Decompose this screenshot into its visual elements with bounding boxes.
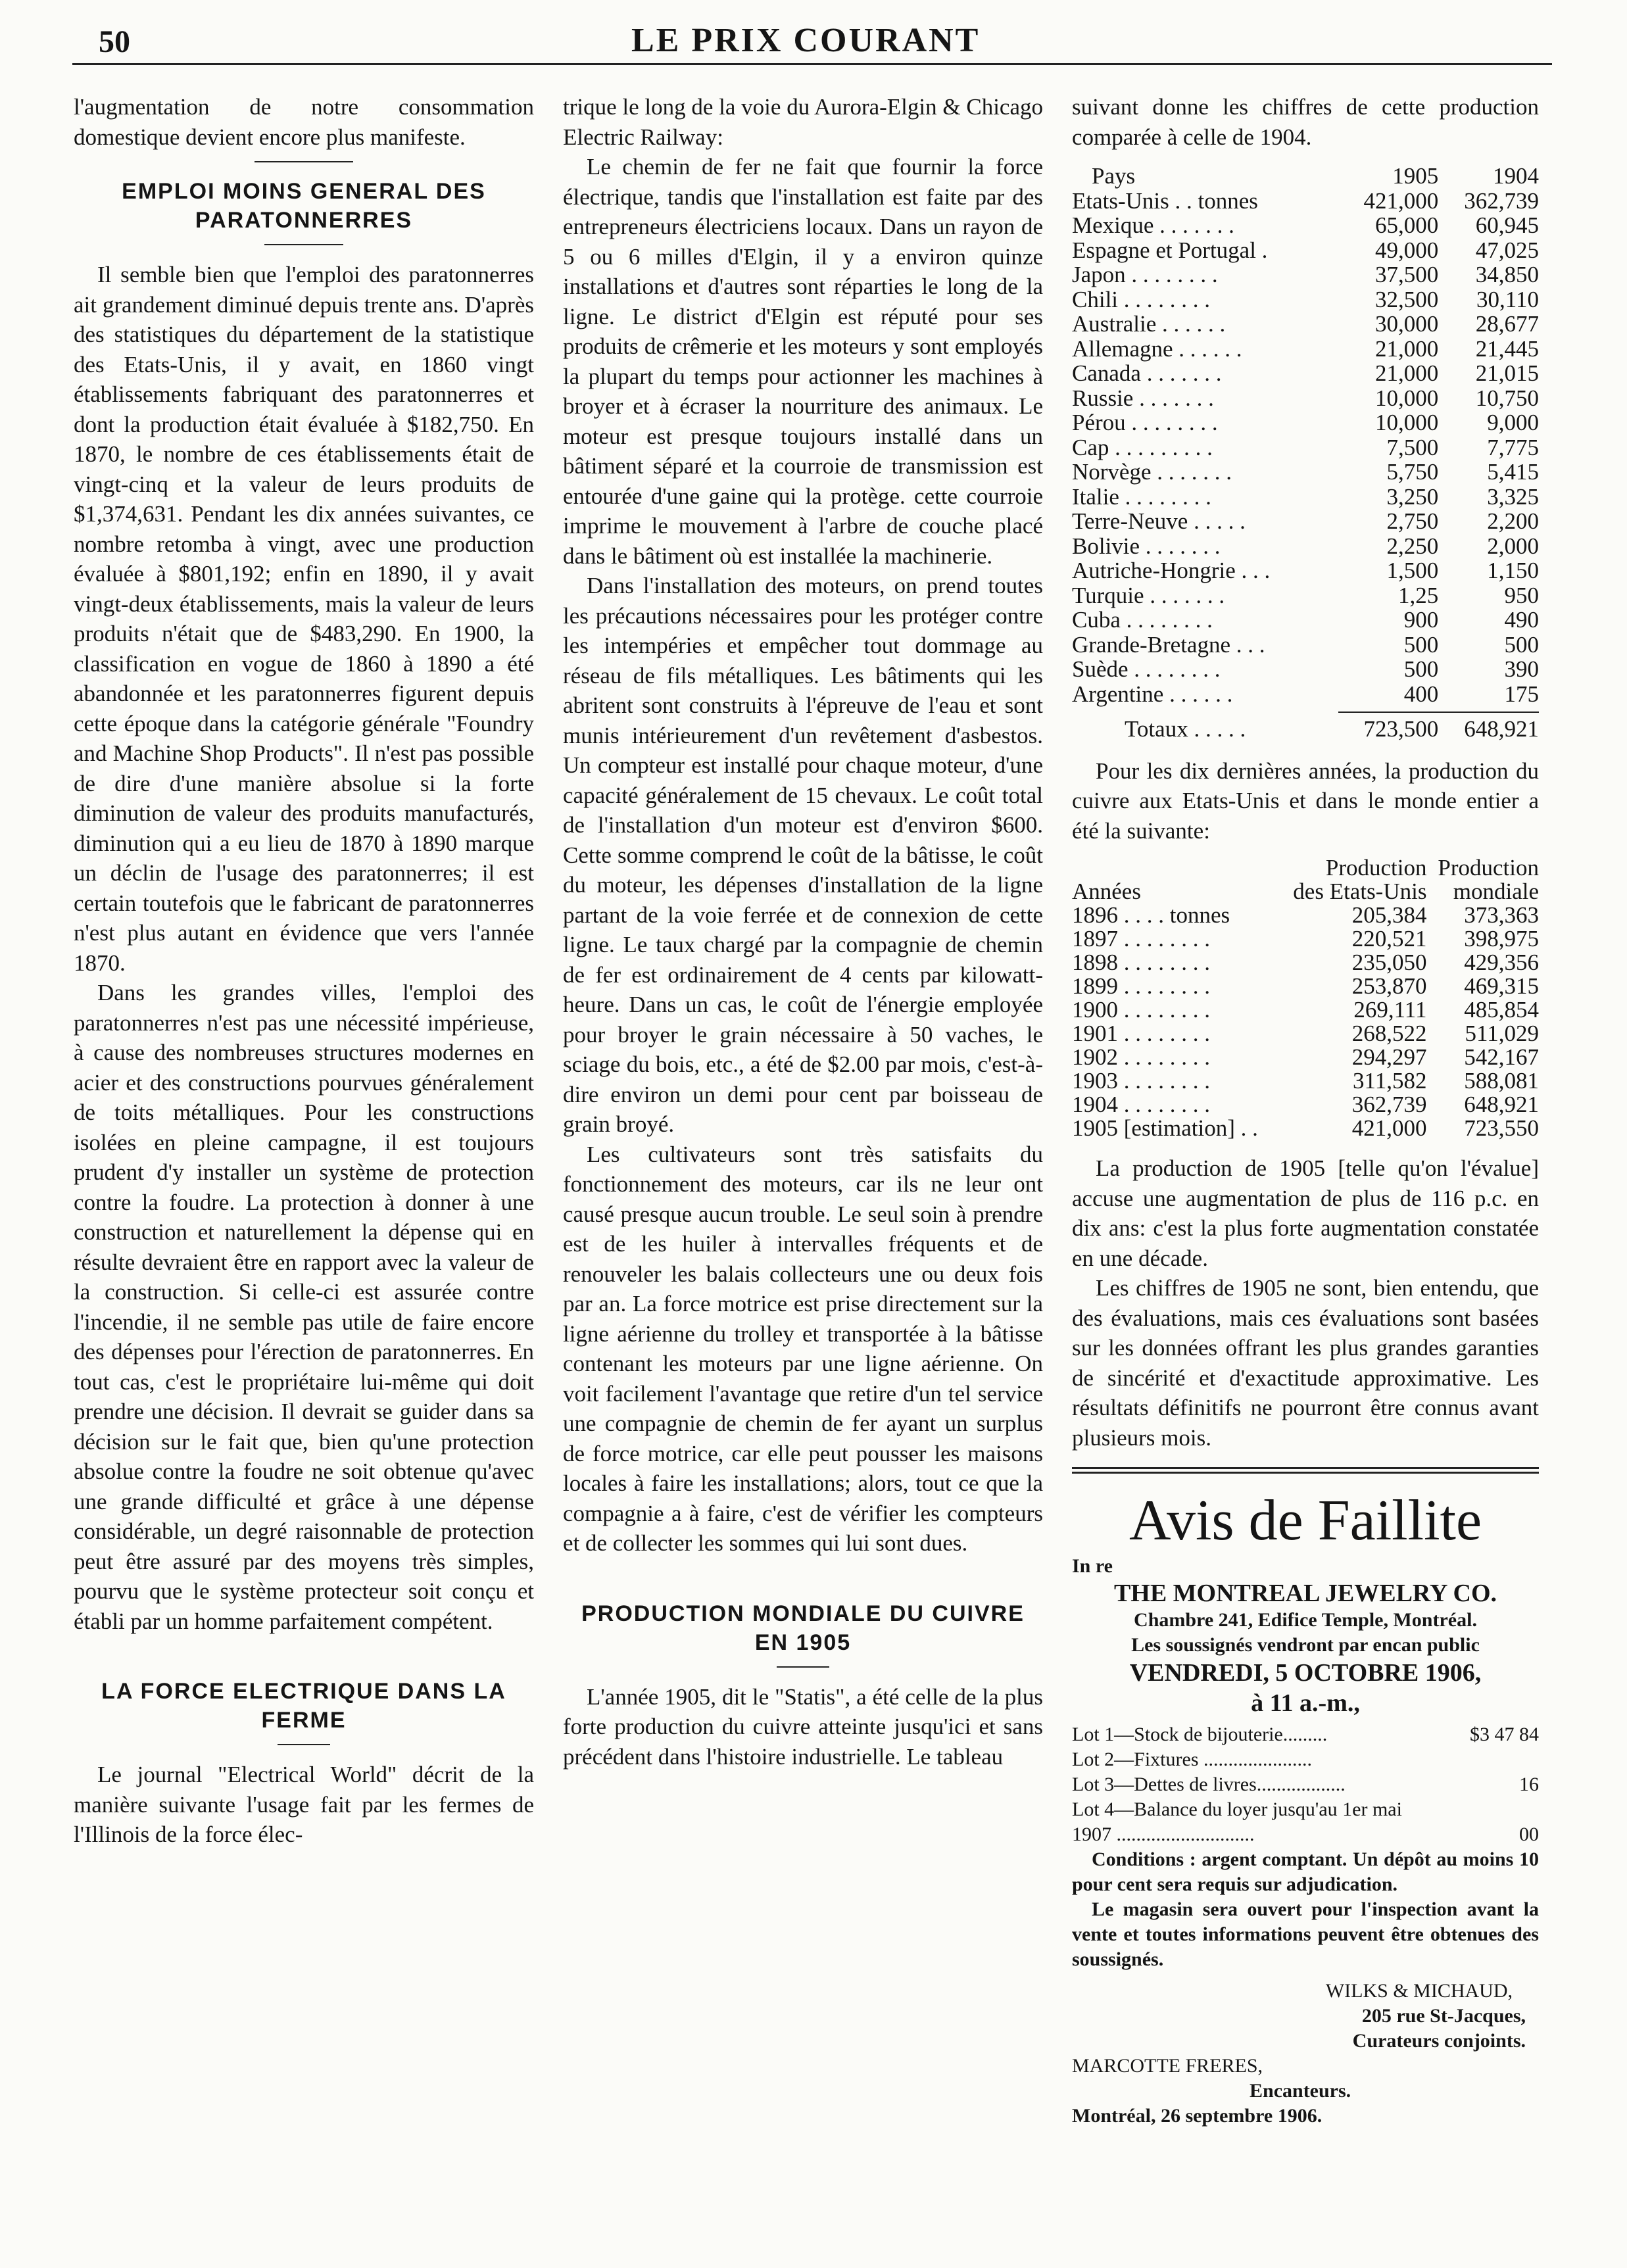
paragraph: Dans les grandes villes, l'emploi des paratonnerres n'est pas une nécessité impérieuse, à cause des nombreuses structures modernes en acier et des constructions pourvues généralement de toits métalliques. Pour les constructions isolées en pleine campagne, il est toujours prudent d'y installer un système de protection contre la foudre. La protection à donner à une construction et naturellement la dépense qui en résulte devraient être en rapport avec la valeur de la construction. Si celle-ci est assurée contre l'incendie, il ne semble pas utile de faire encore des dépenses pour l'érection de paratonnerres. En tout cas, c'est le propriétaire lui-même qui doit prendre une décision. Il devrait se guider dans sa décision sur le fait que, bien qu'une protection absolue contre la foudre ne soit obtenue qu'avec une grande difficulté et grâce à une dépense considérable, un degré raisonnable de protection peut être assuré par des moyens très simples, pourvu que le système protecteur soit conçu et établi par un homme parfaitement compétent. (74, 980, 534, 1634)
table-row (1072, 189, 1539, 214)
column-header: 1905 (1392, 163, 1439, 189)
total-cell: 723,500 (1363, 716, 1439, 742)
table-row (1072, 998, 1539, 1022)
value-cell: 485,854 (1464, 997, 1539, 1023)
table-row (1072, 583, 1539, 608)
year-cell: 1897 . . . . . . . . (1072, 926, 1210, 952)
value-cell: 542,167 (1464, 1044, 1539, 1070)
copper-production-by-country-table (1072, 164, 1539, 742)
column-left (74, 92, 534, 1850)
value-cell: 2,250 (1386, 533, 1439, 559)
value-cell: 10,000 (1375, 385, 1439, 411)
value-cell: 500 (1403, 656, 1439, 682)
company-name: THE MONTREAL JEWELRY CO. (1113, 1580, 1497, 1607)
table-row (1072, 238, 1539, 263)
lots-list (1072, 1722, 1539, 1847)
year-cell: 1901 . . . . . . . . (1072, 1021, 1210, 1046)
lot-label: 1907 ............................ (1072, 1823, 1255, 1845)
table-row (1072, 682, 1539, 707)
newspaper-title: LE PRIX COURANT (631, 22, 981, 59)
paragraph: L'année 1905, dit le "Statis", a été celle de la plus forte production du cuivre atteinte jusqu'ici et sans précédent dans l'histoire industrielle. Le tableau (563, 1683, 1043, 1770)
double-rule (1072, 1467, 1539, 1474)
value-cell: 2,000 (1487, 533, 1539, 559)
value-cell: 60,945 (1475, 212, 1539, 238)
trustee-role: Curateurs conjoints. (1352, 2030, 1526, 2052)
table-row (1072, 213, 1539, 238)
divider (255, 161, 353, 162)
table-row (1072, 361, 1539, 386)
table-row (1072, 657, 1539, 682)
value-cell: 235,050 (1351, 950, 1427, 975)
table-total-row (1072, 717, 1539, 742)
section-heading: PRODUCTION MONDIALE DU CUIVRE EN 1905 (581, 1601, 1025, 1655)
value-cell: 311,582 (1353, 1068, 1427, 1094)
value-cell: 49,000 (1375, 237, 1439, 263)
value-cell: 175 (1504, 681, 1539, 707)
paragraph: La production de 1905 [telle qu'on l'évalue] accuse une augmentation de plus de 116 p.c. en dix ans: c'est la plus forte augmentation constatée en une décade. (1072, 1155, 1539, 1271)
copper-production-by-year-table (1072, 856, 1539, 1140)
table-header-row (1072, 856, 1539, 880)
country-cell: Norvège . . . . . . . (1072, 459, 1232, 485)
divider (264, 244, 343, 245)
country-cell: Canada . . . . . . . (1072, 360, 1222, 386)
lot-amount (1458, 1797, 1539, 1822)
country-cell: Autriche-Hongrie . . . (1072, 558, 1271, 583)
table-row (1072, 975, 1539, 998)
value-cell: 398,975 (1464, 926, 1539, 952)
auctioneer-name: MARCOTTE FRERES, (1072, 2055, 1263, 2077)
value-cell: 7,775 (1487, 434, 1539, 460)
notice-title: Avis de Faillite (1129, 1489, 1482, 1553)
value-cell: 362,739 (1351, 1092, 1427, 1117)
table-row (1072, 410, 1539, 435)
value-cell: 421,000 (1363, 187, 1439, 214)
paragraph: Il semble bien que l'emploi des paratonnerres ait grandement diminué depuis trente ans. D'après des statistiques du département de la statistique des Etats-Unis, il y avait, en 1860 vingt établissements fabriquant des paratonnerres et dont la production était évaluée à $182,750. En 1870, le nombre de ces établissements était de vingt-cinq et la valeur de leurs produits de $1,374,631. Pendant les dix années suivantes, ce nombre retomba à vingt, avec une production évaluée à $801,192; enfin en 1890, il y avait vingt-deux établissements, mais la valeur de leurs produits n'était que de $483,290. En 1900, la classification en vogue de 1860 à 1890 a été abandonnée et les paratonnerres figurent depuis cette époque dans la catégorie générale "Foundry and Machine Shop Products". Il n'est pas possible de dire d'une manière absolue si la forte diminution de valeur des produits manufacturés, diminution qui a eu lieu de 1870 à 1890 marque un déclin de l'usage des paratonnerres; il est certain toutefois que le fabricant de paratonnerres n'est plus autant en évidence que vers l'année 1870. (74, 262, 534, 976)
divider (278, 1744, 330, 1745)
lot-amount: 16 (1519, 1773, 1539, 1795)
value-cell: 900 (1403, 607, 1439, 633)
column-header: des Etats-Unis (1293, 879, 1427, 904)
lot-label: Lot 1—Stock de bijouterie......... (1072, 1724, 1328, 1745)
header-rule (72, 63, 1552, 65)
value-cell: 400 (1403, 681, 1439, 707)
total-cell: 648,921 (1464, 716, 1539, 742)
value-cell: 362,739 (1464, 187, 1539, 214)
year-cell: 1903 . . . . . . . . (1072, 1068, 1210, 1094)
table-row (1072, 927, 1539, 951)
table-row (1072, 1069, 1539, 1093)
table-row (1072, 558, 1539, 583)
country-cell: Argentine . . . . . . (1072, 681, 1233, 707)
table-header-row (1072, 164, 1539, 189)
value-cell: 10,000 (1375, 410, 1439, 435)
total-label: Totaux . . . . . (1125, 716, 1246, 742)
country-cell: Cuba . . . . . . . . (1072, 607, 1213, 633)
lot-label: Lot 4—Balance du loyer jusqu'au 1er mai (1072, 1798, 1402, 1820)
column-middle (563, 92, 1043, 1772)
spacer (563, 1558, 1043, 1599)
value-cell: 47,025 (1475, 237, 1539, 263)
table-row (1072, 633, 1539, 658)
year-cell: 1896 . . . . tonnes (1072, 902, 1230, 928)
value-cell: 511,029 (1465, 1021, 1539, 1046)
value-cell: 1,25 (1398, 582, 1439, 608)
table-row (1072, 1117, 1539, 1140)
divider (777, 1666, 829, 1668)
value-cell: 37,500 (1375, 262, 1439, 287)
value-cell: 5,750 (1386, 459, 1439, 485)
value-cell: 373,363 (1464, 902, 1539, 928)
table-row (1072, 262, 1539, 287)
paragraph: trique le long de la voie du Aurora-Elgin & Chicago Electric Railway: (563, 94, 1043, 150)
value-cell: 21,445 (1475, 335, 1539, 362)
country-cell: Espagne et Portugal . (1072, 237, 1268, 263)
table-row (1072, 1022, 1539, 1046)
country-cell: Russie . . . . . . . (1072, 385, 1214, 411)
value-cell: 21,000 (1375, 335, 1439, 362)
value-cell: 65,000 (1375, 212, 1439, 238)
table-row (1072, 337, 1539, 362)
table-row (1072, 904, 1539, 927)
country-cell: Australie . . . . . . (1072, 311, 1226, 337)
paragraph: suivant donne les chiffres de cette production comparée à celle de 1904. (1072, 94, 1539, 150)
value-cell: 2,750 (1386, 508, 1439, 534)
company-address: Chambre 241, Edifice Temple, Montréal. (1134, 1609, 1477, 1631)
table-row (1072, 951, 1539, 975)
value-cell: 268,522 (1351, 1021, 1427, 1046)
value-cell: 1,150 (1487, 558, 1539, 583)
country-cell: Bolivie . . . . . . . (1072, 533, 1221, 559)
table-row (1072, 534, 1539, 559)
column-header: Production (1438, 855, 1539, 881)
column-header: Production (1325, 855, 1427, 881)
table-row (1072, 1093, 1539, 1117)
year-cell: 1900 . . . . . . . . (1072, 997, 1210, 1023)
paragraph: Dans l'installation des moteurs, on prend toutes les précautions nécessaires pour les protéger contre les intempéries et empêcher tout dommage au réseau de fils métalliques. Les bâtiments qui les abritent sont construits à l'épreuve de l'eau et sont munis intérieurement d'un revêtement d'asbestos. Un compteur est installé pour chaque moteur, d'une capacité généralement de 15 chevaux. Le coût total de l'installation d'un moteur est d'environ $600. Cette somme comprend le coût de la bâtisse, le coût du moteur, les dépenses d'installation de la ligne partant de la voie ferrée et de connexion de cette ligne. Le taux chargé par la compagnie de chemin de fer est ordinairement de 4 cents par kilowatt-heure. Dans un cas, le coût de l'énergie employée pour broyer le grain nécessaire à 50 vaches, le sciage du bois, etc., a été de $2.00 par mois, c'est-à-dire environ un demi pour cent par boisseau de grain broyé. (563, 573, 1043, 1137)
in-re-label: In re (1072, 1555, 1113, 1577)
lot-label: Lot 2—Fixtures ...................... (1072, 1749, 1312, 1770)
sale-time: à 11 a.-m., (1251, 1689, 1360, 1717)
value-cell: 205,384 (1351, 902, 1427, 928)
country-cell: Turquie . . . . . . . (1072, 582, 1225, 608)
country-cell: Cap . . . . . . . . . (1072, 434, 1213, 460)
value-cell: 3,250 (1386, 483, 1439, 510)
value-cell: 220,521 (1351, 926, 1427, 952)
table-row (1072, 287, 1539, 312)
table-row (1072, 312, 1539, 337)
column-header: Pays (1092, 163, 1136, 189)
year-cell: 1902 . . . . . . . . (1072, 1044, 1210, 1070)
table-row (1072, 485, 1539, 510)
paragraph: Les chiffres de 1905 ne sont, bien entendu, que des évaluations, mais ces évaluations sont basées sur les données offrant les plus grandes garanties de sincérité et d'exactitude approximative. Les résultats définitifs ne pourront être connus avant plusieurs mois. (1072, 1275, 1539, 1451)
section-heading: LA FORCE ELECTRIQUE DANS LA FERME (101, 1679, 506, 1733)
country-cell: Allemagne . . . . . . (1072, 335, 1242, 362)
paragraph: Le journal "Electrical World" décrit de la manière suivante l'usage fait par les fermes de l'Illinois de la force élec- (74, 1762, 534, 1847)
country-cell: Japon . . . . . . . . (1072, 262, 1218, 287)
page-number: 50 (99, 24, 130, 59)
country-cell: Mexique . . . . . . . (1072, 212, 1234, 238)
trustee-name: WILKS & MICHAUD, (1325, 1980, 1513, 2002)
value-cell: 30,110 (1476, 286, 1539, 312)
year-cell: 1905 [estimation] . . (1072, 1115, 1258, 1141)
country-cell: Suède . . . . . . . . (1072, 656, 1221, 682)
value-cell: 1,500 (1386, 558, 1439, 583)
value-cell: 9,000 (1487, 410, 1539, 435)
notice-place-date: Montréal, 26 septembre 1906. (1072, 2105, 1323, 2127)
table-row (1072, 435, 1539, 460)
inspection-note: Le magasin sera ouvert pour l'inspection avant la vente et toutes informations peuvent être obtenues des soussignés. (1072, 1898, 1539, 1970)
value-cell: 588,081 (1464, 1068, 1539, 1094)
value-cell: 469,315 (1464, 973, 1539, 999)
country-cell: Pérou . . . . . . . . (1072, 410, 1218, 435)
table-row (1072, 1046, 1539, 1069)
sale-intro: Les soussignés vendront par encan public (1131, 1634, 1480, 1656)
value-cell: 7,500 (1386, 434, 1439, 460)
list-item (1072, 1822, 1539, 1847)
value-cell: 3,325 (1487, 483, 1539, 510)
value-cell: 723,550 (1464, 1115, 1539, 1141)
table-header-row (1072, 880, 1539, 904)
value-cell: 500 (1504, 631, 1539, 658)
value-cell: 429,356 (1464, 950, 1539, 975)
sale-conditions: Conditions : argent comptant. Un dépôt au moins 10 pour cent sera requis sur adjudication. (1072, 1848, 1539, 1895)
country-cell: Italie . . . . . . . . (1072, 483, 1211, 510)
country-cell: Terre-Neuve . . . . . (1072, 508, 1246, 534)
bankruptcy-notice (1072, 1488, 1539, 2129)
value-cell: 30,000 (1375, 311, 1439, 337)
value-cell: 253,870 (1351, 973, 1427, 999)
value-cell: 294,297 (1351, 1044, 1427, 1070)
lot-amount (1458, 1747, 1539, 1772)
table-total-rule-row (1072, 706, 1539, 717)
paragraph: l'augmentation de notre consommation domestique devient encore plus manifeste. (74, 94, 534, 150)
spacer (74, 1636, 534, 1677)
list-item (1072, 1722, 1539, 1747)
table-row (1072, 460, 1539, 485)
value-cell: 648,921 (1464, 1092, 1539, 1117)
value-cell: 21,000 (1375, 360, 1439, 386)
country-cell: Etats-Unis . . tonnes (1072, 187, 1258, 214)
value-cell: 28,677 (1475, 311, 1539, 337)
value-cell: 2,200 (1487, 508, 1539, 534)
list-item (1072, 1772, 1539, 1797)
value-cell: 5,415 (1487, 459, 1539, 485)
lot-label: Lot 3—Dettes de livres.................. (1072, 1773, 1346, 1795)
country-cell: Chili . . . . . . . . (1072, 286, 1211, 312)
table-row (1072, 509, 1539, 534)
column-header: mondiale (1453, 879, 1539, 904)
value-cell: 10,750 (1475, 385, 1539, 411)
country-cell: Grande-Bretagne . . . (1072, 631, 1265, 658)
table-row (1072, 386, 1539, 411)
year-cell: 1898 . . . . . . . . (1072, 950, 1210, 975)
value-cell: 950 (1504, 582, 1539, 608)
value-cell: 421,000 (1351, 1115, 1427, 1141)
value-cell: 490 (1504, 607, 1539, 633)
value-cell: 269,111 (1353, 997, 1427, 1023)
column-right (1072, 92, 1539, 2129)
trustee-address: 205 rue St-Jacques, (1361, 2005, 1526, 2027)
list-item (1072, 1747, 1539, 1772)
lot-amount: $3 47 84 (1470, 1724, 1539, 1745)
column-header: Années (1072, 879, 1141, 904)
value-cell: 390 (1504, 656, 1539, 682)
sale-date: VENDREDI, 5 OCTOBRE 1906, (1129, 1659, 1482, 1687)
value-cell: 34,850 (1475, 262, 1539, 287)
paragraph: Les cultivateurs sont très satisfaits du fonctionnement des moteurs, car ils ne leur ont causé presque aucun trouble. Le seul soin à prendre est de les huiler à intervalles fréquents et de renouveler les balais collecteurs une ou deux fois par an. La force motrice est prise directement sur la ligne aérienne du trolley et transportée à la bâtisse contenant les moteurs par une ligne aérienne. On voit facilement l'avantage que retire d'un tel service une compagnie de chemin de fer ayant un surplus de force motrice, car elle peut pousser les maisons locales à faire les installations; alors, tout ce que la compagnie a à faire, c'est de vérifier les compteurs et de collecter les sommes qui lui sont dues. (563, 1141, 1043, 1556)
auctioneer-role: Encanteurs. (1250, 2080, 1351, 2102)
year-cell: 1904 . . . . . . . . (1072, 1092, 1210, 1117)
paragraph: Le chemin de fer ne fait que fournir la force électrique, tandis que l'installation est faite par des entrepreneurs électriciens locaux. Dans un rayon de 5 ou 6 milles d'Elgin, il y a environ quinze installations et d'autres sont réparties le long de la ligne. Le district d'Elgin est réputé pour ses produits de crêmerie et les moteurs y sont employés la plupart du temps pour actionner les machines à broyer et à écraser la nourriture des animaux. Le moteur est presque toujours installé dans un bâtiment séparé et la courroie de transmission est entourée d'une gaine qui la protège. cette courroie imprime le mouvement à l'arbre de couche placé dans le bâtiment où est installée la machinerie. (563, 154, 1043, 569)
list-item (1072, 1797, 1539, 1822)
lot-amount: 00 (1519, 1823, 1539, 1845)
section-heading: EMPLOI MOINS GENERAL DES PARATONNERRES (122, 179, 486, 233)
value-cell: 500 (1403, 631, 1439, 658)
table-row (1072, 608, 1539, 633)
paragraph: Pour les dix dernières années, la production du cuivre aux Etats-Unis et dans le monde entier a été la suivante: (1072, 758, 1539, 844)
year-cell: 1899 . . . . . . . . (1072, 973, 1210, 999)
value-cell: 21,015 (1475, 360, 1539, 386)
value-cell: 32,500 (1375, 286, 1439, 312)
column-header: 1904 (1493, 163, 1539, 189)
